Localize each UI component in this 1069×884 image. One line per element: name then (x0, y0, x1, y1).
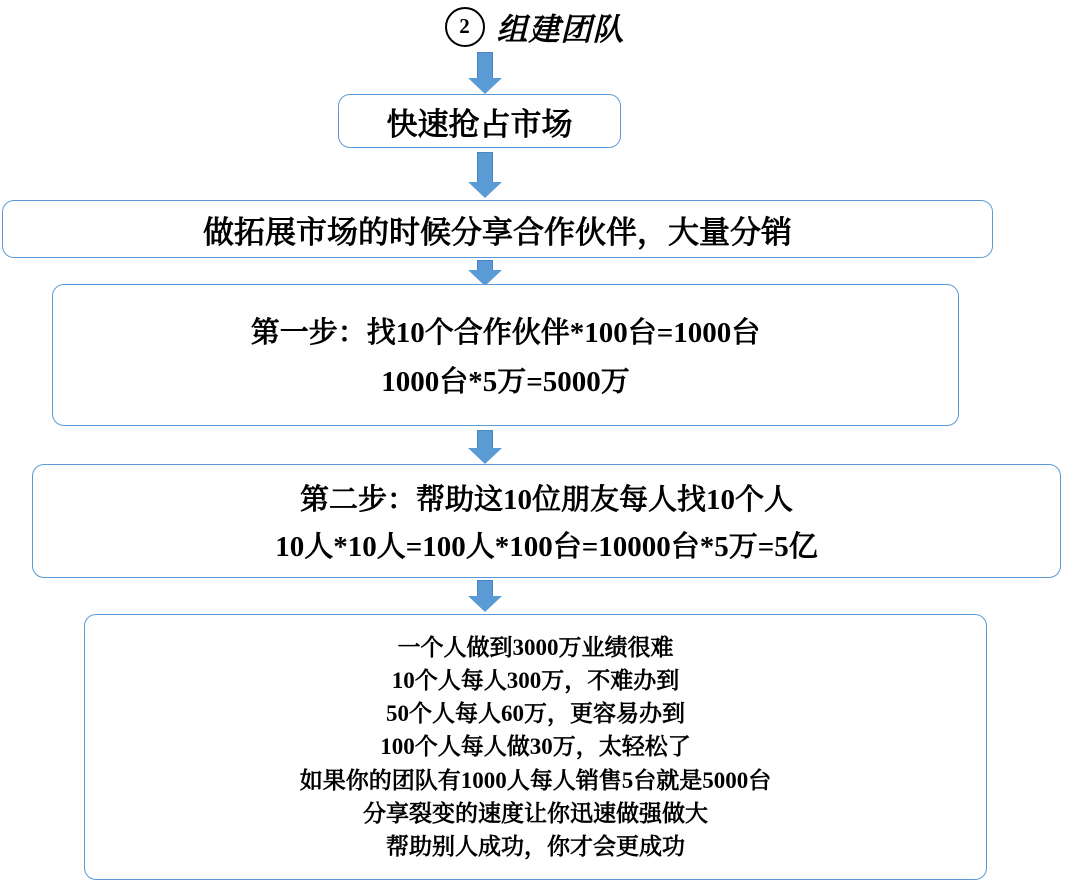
arrow-header-to-market (468, 52, 502, 94)
node-step2-line-2: 10人*10人=100人*100台=10000台*5万=5亿 (275, 531, 818, 563)
node-market-line-1: 快速抢占市场 (386, 106, 573, 142)
node-step1-line-1: 第一步：找10个合作伙伴*100台=1000台 (250, 317, 761, 349)
node-step1 (52, 284, 959, 426)
node-share-line-1: 做拓展市场的时候分享合作伙伴，大量分销 (203, 214, 792, 250)
node-step1-line-2: 1000台*5万=5000万 (381, 366, 630, 398)
node-summary-line-1: 一个人做到3000万业绩很难 (397, 635, 674, 661)
node-share (2, 200, 993, 258)
node-summary (84, 614, 987, 880)
node-step2 (32, 464, 1061, 578)
node-step2-line-1: 第二步：帮助这10位朋友每人找10个人 (299, 484, 793, 516)
step-number-badge: 2 (445, 7, 485, 47)
node-market (338, 94, 621, 148)
arrow-step2-to-summary (468, 580, 502, 612)
node-summary-line-4: 100个人每人做30万，太轻松了 (380, 734, 691, 760)
arrow-share-to-step1 (468, 260, 502, 286)
arrow-market-to-share (468, 152, 502, 198)
node-summary-line-6: 分享裂变的速度让你迅速做强做大 (363, 800, 708, 826)
node-summary-line-5: 如果你的团队有1000人每人销售5台就是5000台 (299, 767, 772, 793)
node-summary-line-7: 帮助别人成功，你才会更成功 (386, 833, 685, 859)
node-summary-line-2: 10个人每人300万，不难办到 (391, 668, 680, 694)
arrow-step1-to-step2 (468, 430, 502, 464)
flowchart-header (0, 4, 1069, 49)
page-title: 组建团队 (496, 12, 625, 47)
node-summary-line-3: 50个人每人60万，更容易办到 (386, 701, 685, 727)
